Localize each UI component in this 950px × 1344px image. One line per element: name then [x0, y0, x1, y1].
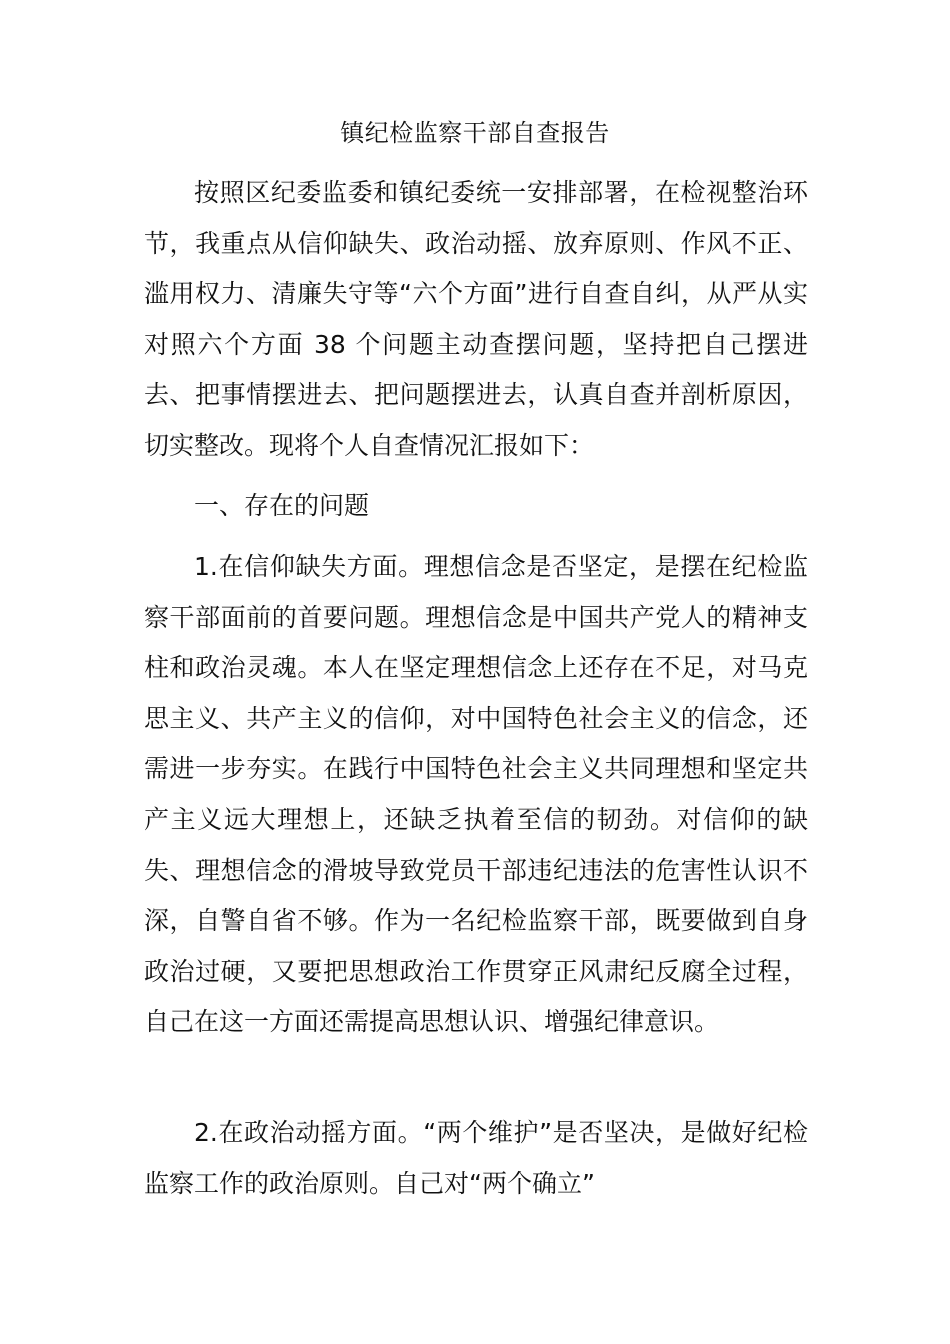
- paragraph-intro: 按照区纪委监委和镇纪委统一安排部署，在检视整治环节，我重点从信仰缺失、政治动摇、放弃原则、作风不正、滥用权力、清廉失守等“六个方面”进行自查自纠，从严从实对照六个方面 38 个问题主动查摆问题，坚持把自己摆进去、把事情摆进去、把问题摆进去，认真自查并剖析原因，切实整改。现将个人自查情况汇报如下：: [144, 178, 808, 460]
- document-title: 镇纪检监察干部自查报告: [340, 119, 610, 147]
- paragraph-item-2: 2.在政治动摇方面。“两个维护”是否坚决，是做好纪检监察工作的政治原则。自己对“两个确立”: [144, 1118, 808, 1198]
- paragraph-item-1: 1.在信仰缺失方面。理想信念是否坚定，是摆在纪检监察干部面前的首要问题。理想信念是中国共产党人的精神支柱和政治灵魂。本人在坚定理想信念上还存在不足，对马克思主义、共产主义的信仰，对中国特色社会主义的信念，还需进一步夯实。在践行中国特色社会主义共同理想和坚定共产主义远大理想上，还缺乏执着至信的韧劲。对信仰的缺失、理想信念的滑坡导致党员干部违纪违法的危害性认识不深，自警自省不够。作为一名纪检监察干部，既要做到自身政治过硬，又要把思想政治工作贯穿正风肃纪反腐全过程，自己在这一方面还需提高思想认识、增强纪律意识。: [144, 552, 808, 1037]
- section-heading: 一、存在的问题: [194, 491, 370, 520]
